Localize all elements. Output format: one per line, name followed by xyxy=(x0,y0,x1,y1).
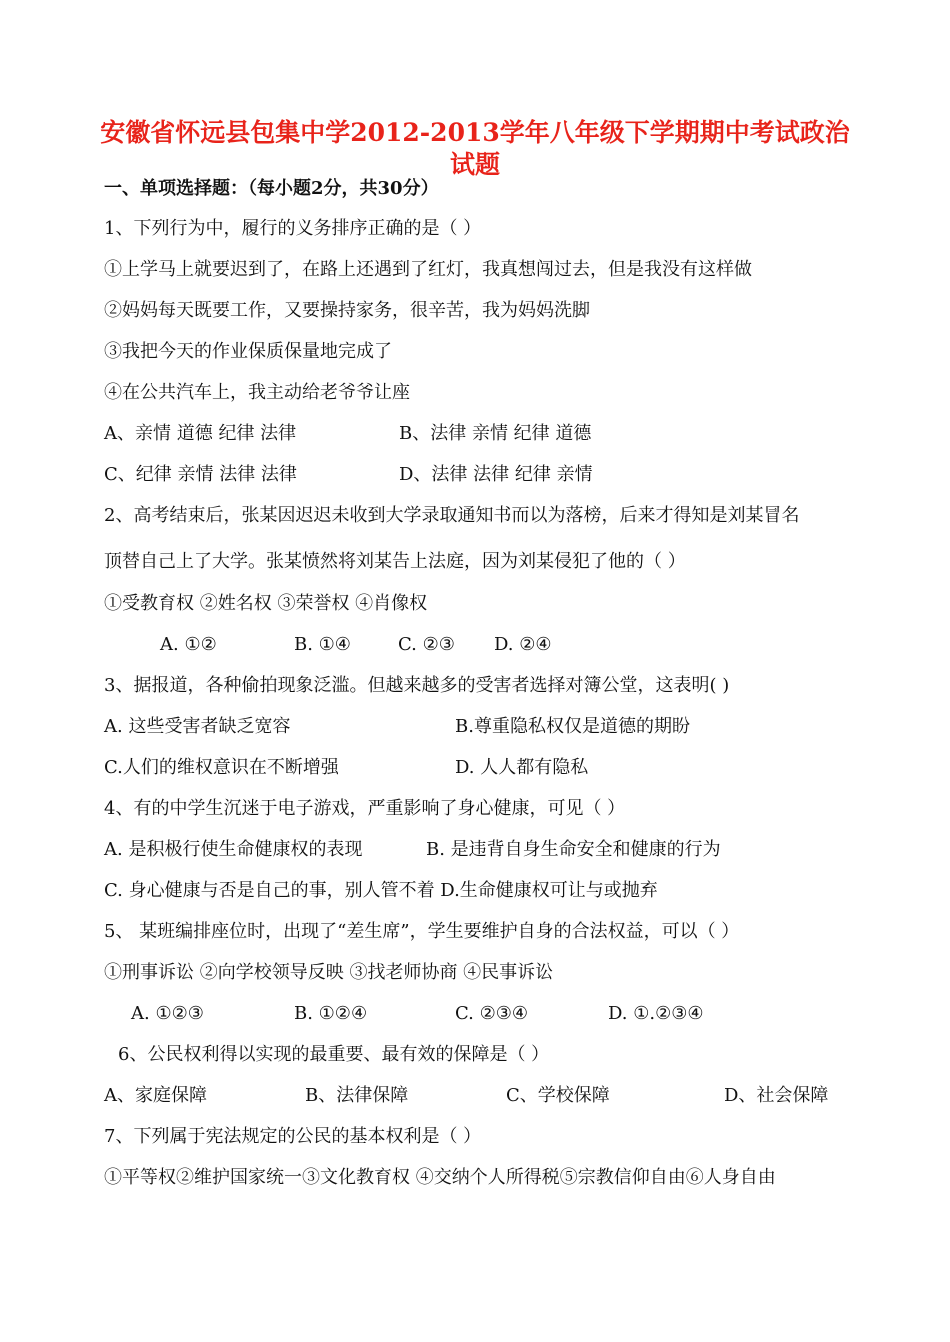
question-1-option-b: B、法律 亲情 纪律 道德 xyxy=(399,423,592,444)
question-1-item-3: ③我把今天的作业保质保量地完成了 xyxy=(104,341,392,362)
section-heading: 一、单项选择题：（每小题2分，共30分） xyxy=(104,178,439,199)
question-4-option-cd: C. 身心健康与否是自己的事，别人管不着 D.生命健康权可让与或抛弃 xyxy=(104,880,658,901)
question-6-option-c: C、学校保障 xyxy=(506,1085,610,1106)
question-1-item-2: ②妈妈每天既要工作，又要操持家务，很辛苦，我为妈妈洗脚 xyxy=(104,300,590,321)
question-1-option-d: D、法律 法律 纪律 亲情 xyxy=(399,464,593,485)
question-2-option-b: B. ①④ xyxy=(294,634,351,655)
question-5-option-d: D. ①.②③④ xyxy=(608,1003,704,1024)
question-2-option-a: A. ①② xyxy=(160,634,217,655)
question-5-option-b: B. ①②④ xyxy=(294,1003,368,1024)
question-7-items: ①平等权②维护国家统一③文化教育权 ④交纳个人所得税⑤宗教信仰自由⑥人身自由 xyxy=(104,1167,776,1188)
question-6-option-a: A、家庭保障 xyxy=(104,1085,207,1106)
question-3-option-c: C.人们的维权意识在不断增强 xyxy=(104,757,339,778)
question-1-item-1: ①上学马上就要迟到了，在路上还遇到了红灯，我真想闯过去，但是我没有这样做 xyxy=(104,259,752,280)
question-4-option-a: A. 是积极行使生命健康权的表现 xyxy=(104,839,363,860)
question-5-option-c: C. ②③④ xyxy=(455,1003,528,1024)
question-4-option-b: B. 是违背自身生命安全和健康的行为 xyxy=(426,839,721,860)
question-5-stem: 5、 某班编排座位时，出现了“差生席”，学生要维护自身的合法权益，可以（ ） xyxy=(104,921,740,942)
question-3-option-d: D. 人人都有隐私 xyxy=(455,757,589,778)
question-1-option-a: A、亲情 道德 纪律 法律 xyxy=(104,423,297,444)
question-1-stem: 1、下列行为中，履行的义务排序正确的是（ ） xyxy=(104,218,482,239)
question-3-option-b: B.尊重隐私权仅是道德的期盼 xyxy=(455,716,690,737)
document-title-line2: 试题 xyxy=(449,150,500,179)
question-6-option-d: D、社会保障 xyxy=(724,1085,829,1106)
question-2-option-c: C. ②③ xyxy=(398,634,455,655)
question-7-stem: 7、下列属于宪法规定的公民的基本权利是（ ） xyxy=(104,1126,482,1147)
question-3-option-a: A. 这些受害者缺乏宽容 xyxy=(104,716,291,737)
question-6-stem: 6、公民权利得以实现的最重要、最有效的保障是（ ） xyxy=(118,1044,550,1065)
question-5-option-a: A. ①②③ xyxy=(131,1003,204,1024)
question-2-stem-line2: 顶替自己上了大学。张某愤然将刘某告上法庭，因为刘某侵犯了他的（ ） xyxy=(104,551,686,572)
question-4-stem: 4、有的中学生沉迷于电子游戏，严重影响了身心健康，可见（ ） xyxy=(104,798,626,819)
question-2-items: ①受教育权 ②姓名权 ③荣誉权 ④肖像权 xyxy=(104,593,428,614)
document-title-line1: 安徽省怀远县包集中学2012-2013学年八年级下学期期中考试政治 xyxy=(100,118,850,147)
question-1-option-c: C、纪律 亲情 法律 法律 xyxy=(104,464,297,485)
question-2-option-d: D. ②④ xyxy=(494,634,552,655)
question-1-item-4: ④在公共汽车上，我主动给老爷爷让座 xyxy=(104,382,410,403)
question-3-stem: 3、据报道，各种偷拍现象泛滥。但越来越多的受害者选择对簿公堂，这表明( ) xyxy=(104,675,730,696)
question-6-option-b: B、法律保障 xyxy=(305,1085,409,1106)
question-2-stem-line1: 2、高考结束后，张某因迟迟未收到大学录取通知书而以为落榜，后来才得知是刘某冒名 xyxy=(104,505,800,526)
question-5-items: ①刑事诉讼 ②向学校领导反映 ③找老师协商 ④民事诉讼 xyxy=(104,962,554,983)
